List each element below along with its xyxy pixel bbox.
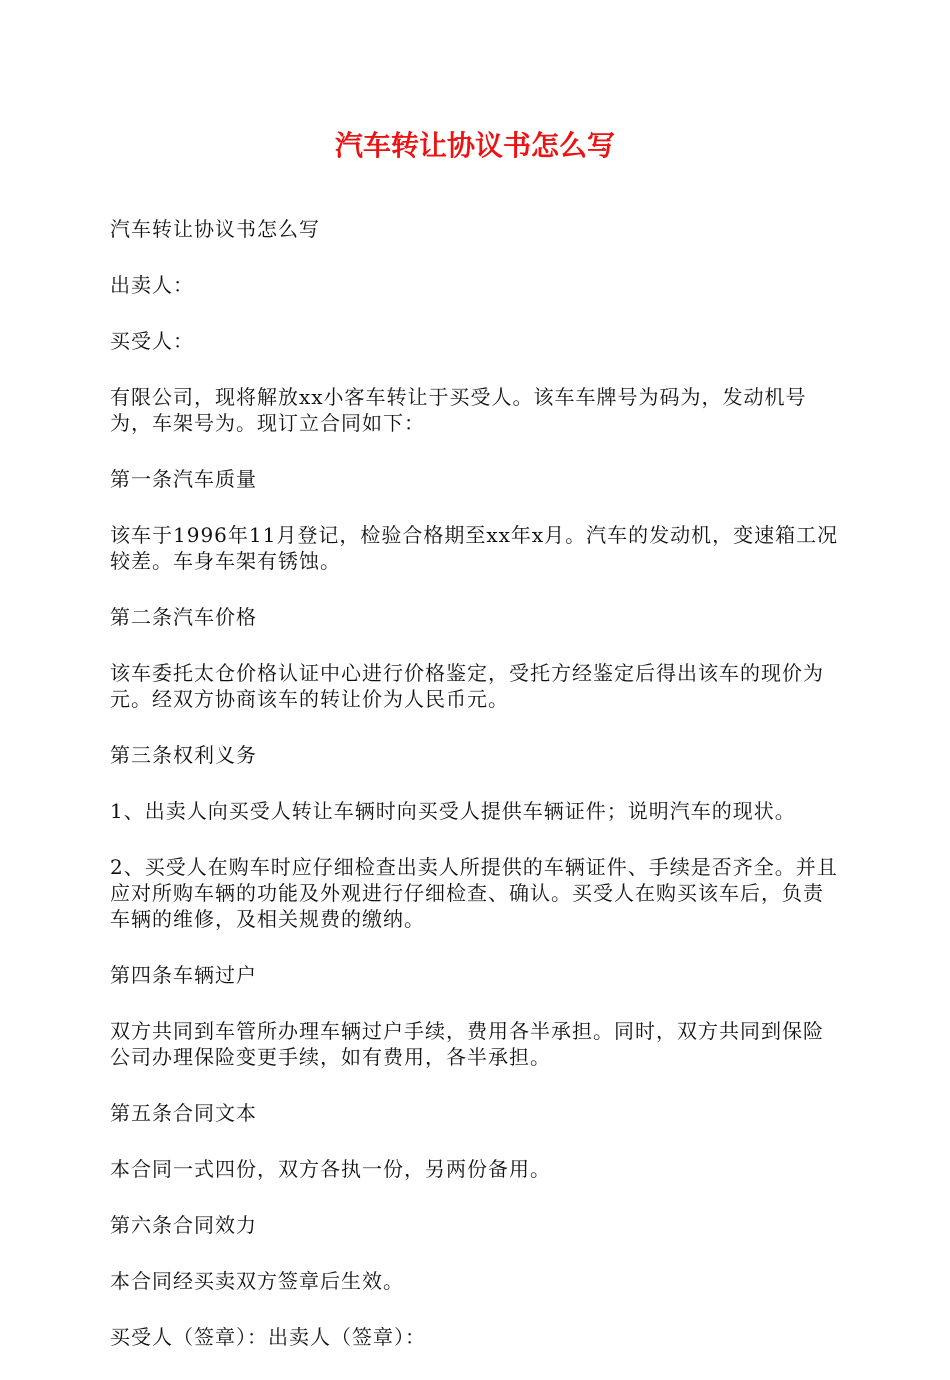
- seller-line: 出卖人：: [110, 273, 194, 297]
- article-1-text: 该车于1996年11月登记，检验合格期至xx年x月。汽车的发动机，变速箱工况较差。车身车架有锈蚀。: [110, 523, 839, 573]
- article-5-heading: 第五条合同文本: [110, 1101, 257, 1125]
- buyer-line: 买受人：: [110, 329, 194, 353]
- article-6-text: 本合同经买卖双方签章后生效。: [110, 1269, 404, 1293]
- article-1-heading: 第一条汽车质量: [110, 467, 257, 491]
- article-4-heading: 第四条车辆过户: [110, 963, 257, 987]
- article-2-text: 该车委托太仓价格认证中心进行价格鉴定，受托方经鉴定后得出该车的现价为元。经双方协商该车的转让价为人民币元。: [110, 661, 824, 711]
- signature-line: 买受人（签章）：出卖人（签章）：: [110, 1325, 426, 1349]
- article-5-text: 本合同一式四份，双方各执一份，另两份备用。: [110, 1157, 551, 1181]
- article-6-heading: 第六条合同效力: [110, 1213, 257, 1237]
- intro-paragraph: 有限公司，现将解放xx小客车转让于买受人。该车车牌号为码为，发动机号为，车架号为。现订立合同如下：: [110, 385, 807, 435]
- article-2-heading: 第二条汽车价格: [110, 605, 257, 629]
- document-title: 汽车转让协议书怎么写: [334, 129, 615, 162]
- article-4-text: 双方共同到车管所办理车辆过户手续，费用各半承担。同时，双方共同到保险公司办理保险变更手续，如有费用，各半承担。: [110, 1019, 824, 1069]
- article-3-heading: 第三条权利义务: [110, 743, 257, 767]
- article-3-item-2: 2、买受人在购车时应仔细检查出卖人所提供的车辆证件、手续是否齐全。并且应对所购车辆的功能及外观进行仔细检查、确认。买受人在购买该车后，负责车辆的维修，及相关规费的缴纳。: [110, 855, 838, 931]
- article-3-item-1: 1、出卖人向买受人转让车辆时向买受人提供车辆证件；说明汽车的现状。: [110, 799, 796, 823]
- document-body: [110, 216, 840, 1380]
- heading-repeat: 汽车转让协议书怎么写: [110, 217, 320, 241]
